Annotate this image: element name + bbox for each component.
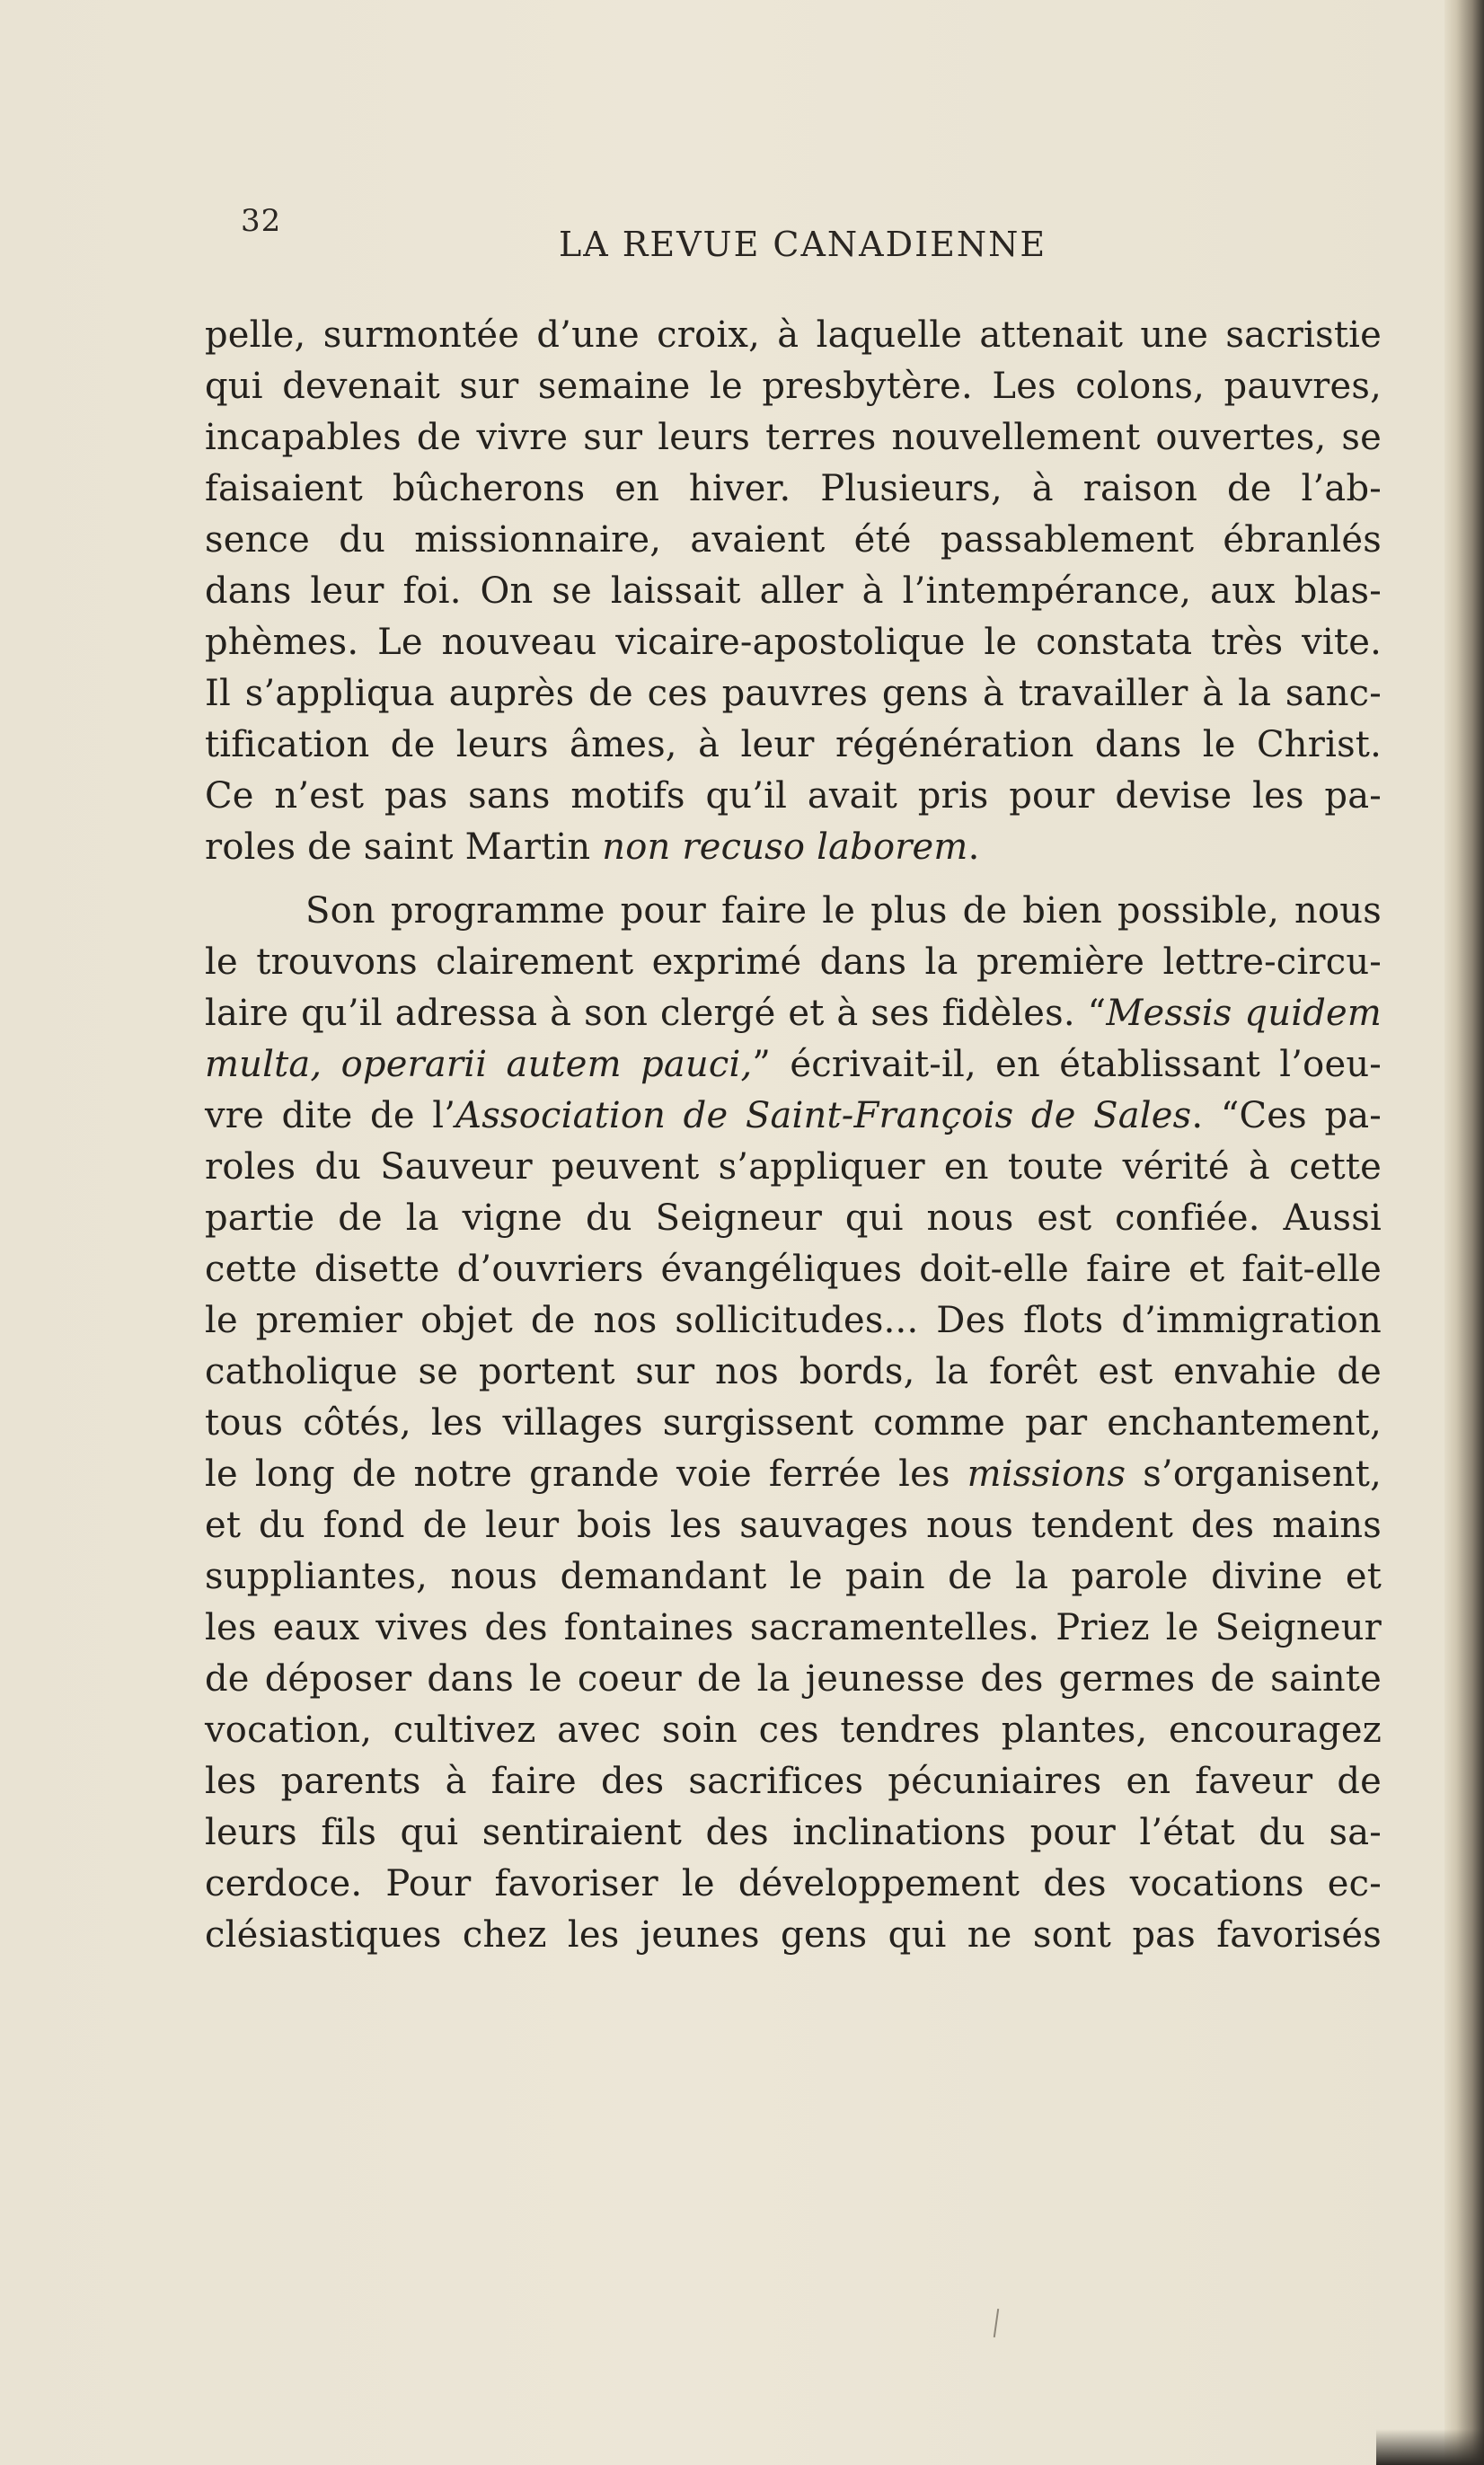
text-line-15-end: ” écrivait-il, en établissant l’oeu- (752, 1044, 1382, 1085)
association-name: Association de Saint-François de Sales (455, 1095, 1192, 1136)
text-line-30: leurs fils qui sentiraient des inclinations pour l’état du sa- (205, 1812, 1382, 1853)
text-line-15 (205, 1039, 1382, 1091)
text-line-23-end: s’organisent, (1126, 1453, 1382, 1495)
page-corner-shadow (1376, 2429, 1484, 2465)
latin-quote-start: Messis quidem (1106, 993, 1382, 1034)
text-line-20: le premier objet de nos sollicitudes... Des flots d’immigration (205, 1300, 1382, 1341)
latin-motto: non recuso laborem (602, 826, 968, 868)
text-line-22: tous côtés, les villages surgissent comme par enchantement, (205, 1402, 1382, 1444)
text-line-16 (205, 1091, 1382, 1142)
text-line-23-start: le long de notre grande voie ferrée les (205, 1453, 967, 1495)
page-header (241, 203, 1089, 264)
text-line-5: sence du missionnaire, avaient été passablement ébranlés (205, 519, 1382, 561)
text-line-24: et du fond de leur bois les sauvages nous tendent des mains (205, 1505, 1382, 1546)
text-line-9: tification de leurs âmes, à leur régénération dans le Christ. (205, 724, 1382, 765)
text-line-17: roles du Sauveur peuvent s’appliquer en toute vérité à cette (205, 1146, 1382, 1188)
text-line-23 (205, 1449, 1382, 1500)
text-line-11-start: roles de saint Martin (205, 826, 603, 868)
text-line-4: faisaient bûcherons en hiver. Plusieurs, à raison de l’ab- (205, 468, 1382, 509)
text-line-11 (205, 822, 1382, 873)
missions-word: missions (967, 1453, 1126, 1495)
latin-quote-end: multa, operarii autem pauci, (205, 1044, 753, 1085)
text-line-2: qui devenait sur semaine le presbytère. Les colons, pauvres, (205, 366, 1382, 407)
text-line-13: le trouvons clairement exprimé dans la première lettre-circu- (205, 941, 1382, 983)
text-line-21: catholique se portent sur nos bords, la forêt est envahie de (205, 1351, 1382, 1392)
text-line-31: cerdoce. Pour favoriser le développement des vocations ec- (205, 1863, 1382, 1904)
text-line-32: clésiastiques chez les jeunes gens qui ne sont pas favorisés (205, 1914, 1382, 1956)
running-title: LA REVUE CANADIENNE (559, 225, 1047, 264)
body-text (205, 310, 1382, 1961)
text-line-14 (205, 988, 1382, 1039)
text-line-12: Son programme pour faire le plus de bien possible, nous (305, 890, 1382, 932)
text-line-19: cette disette d’ouvriers évangéliques doit-elle faire et fait-elle (205, 1249, 1382, 1290)
text-line-29: les parents à faire des sacrifices pécuniaires en faveur de (205, 1761, 1382, 1802)
text-line-11-end: . (967, 826, 980, 868)
text-line-27: de déposer dans le coeur de la jeunesse des germes de sainte (205, 1658, 1382, 1700)
text-line-7: phèmes. Le nouveau vicaire-apostolique le constata très vite. (205, 622, 1382, 663)
text-line-26: les eaux vives des fontaines sacramentelles. Priez le Seigneur (205, 1607, 1382, 1648)
text-line-28: vocation, cultivez avec soin ces tendres plantes, encouragez (205, 1710, 1382, 1751)
paper-mark (994, 2309, 999, 2337)
text-line-16-start: vre dite de l’ (205, 1095, 456, 1136)
page-number: 32 (241, 203, 282, 239)
text-line-25: suppliantes, nous demandant le pain de la parole divine et (205, 1556, 1382, 1597)
text-line-10: Ce n’est pas sans motifs qu’il avait pris pour devise les pa- (205, 775, 1382, 817)
text-line-16-end: . “Ces pa- (1191, 1095, 1382, 1136)
text-line-1: pelle, surmontée d’une croix, à laquelle attenait une sacristie (205, 314, 1382, 356)
text-line-18: partie de la vigne du Seigneur qui nous est confiée. Aussi (205, 1197, 1382, 1239)
text-line-3: incapables de vivre sur leurs terres nouvellement ouvertes, se (205, 417, 1382, 458)
text-line-8: Il s’appliqua auprès de ces pauvres gens à travailler à la sanc- (205, 673, 1382, 714)
page-edge-shadow (1444, 0, 1484, 2465)
text-line-6: dans leur foi. On se laissait aller à l’intempérance, aux blas- (205, 570, 1382, 612)
text-line-14-start: laire qu’il adressa à son clergé et à ses fidèles. “ (205, 993, 1107, 1034)
